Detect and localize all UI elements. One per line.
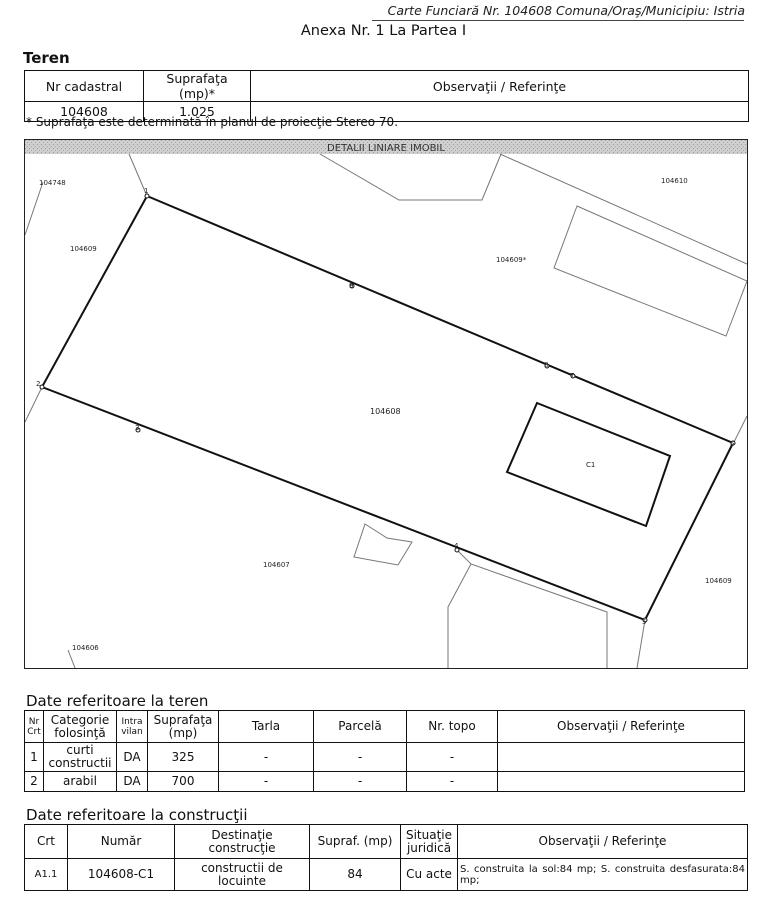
col-observatii: Observaţii / Referinţe [251,71,749,102]
construction-destinatie: constructii de locuinte [175,859,310,891]
land-row-1-intravilan: DA [117,743,148,772]
land-row-2-suprafata: 700 [148,772,219,792]
land-row-2-observatii [498,772,745,792]
col-nr-topo: Nr. topo [407,711,498,743]
land-row-1-parcela: - [314,743,407,772]
header-rule [372,20,744,21]
col-nr-crt: Nr Crt [25,711,44,743]
cell-nr-cadastral: 104608 [25,102,144,122]
col-suprafata-land: Suprafaţa (mp) [148,711,219,743]
vertex-3-label: 3 [135,424,140,432]
col-suprafata: Suprafaţa (mp)* [144,71,251,102]
vertex-5-label: 5 [642,618,647,626]
stereo70-note: * Suprafaţa este determinată în planul de proiecţie Stereo 70. [26,115,399,129]
boundary-104610 [500,154,747,264]
land-data-table [24,710,745,792]
col-supraf: Supraf. (mp) [310,825,401,859]
land-data-section-title: Date referitoare la teren [26,692,209,710]
boundary-104606 [68,650,75,668]
construction-supraf: 84 [310,859,401,891]
land-row-1 [25,743,745,772]
annex-title: Anexa Nr. 1 La Partea I [300,23,467,39]
vertex-2-label: 2 [36,380,41,388]
building-104609 [554,206,747,336]
plan-banner: DETALII LINIARE IMOBIL [327,143,445,154]
carte-funciara-header: Carte Funciară Nr. 104608 Comuna/Oraş/Municipiu: Istria [387,3,745,18]
building-top [320,154,501,200]
label-104610: 104610 [661,177,688,185]
vertex-9-label: 9 [349,282,354,290]
construction-header-row [25,825,748,859]
land-row-2-categorie: arabil [44,772,117,792]
label-c1: C1 [586,461,596,469]
vertex-7-label: 7 [570,372,575,380]
teren-header-row [25,71,749,102]
construction-data-table [24,824,748,891]
vertex-2-marker [40,385,44,389]
col-situatie: Situaţie juridică [401,825,458,859]
construction-crt: A1.1 [25,859,68,891]
construction-row-1 [25,859,748,891]
cell-suprafata: 1.025 [144,102,251,122]
land-row-2-nr: 2 [25,772,44,792]
label-104609-star: 104609* [496,256,527,264]
col-parcela: Parcelă [314,711,407,743]
land-row-1-observatii [498,743,745,772]
col-intravilan: Intra vilan [117,711,148,743]
vertex-8-label: 8 [544,361,549,369]
cadastral-plan [24,139,748,669]
land-row-2-tarla: - [219,772,314,792]
land-row-2-nr-topo: - [407,772,498,792]
land-row-1-categorie: curti constructii [44,743,117,772]
construction-situatie: Cu acte [401,859,458,891]
col-tarla: Tarla [219,711,314,743]
teren-section-title: Teren [23,49,70,67]
label-104748: 104748 [39,179,66,187]
col-destinatie: Destinaţie construcţie [175,825,310,859]
vertex-4-label: 4 [454,542,459,550]
boundary-104748 [25,182,43,235]
land-row-1-tarla: - [219,743,314,772]
col-nr-cadastral: Nr cadastral [25,71,144,102]
land-header-row [25,711,745,743]
construction-observatii: S. construita la sol:84 mp; S. construita desfasurata:84 mp; [458,859,748,891]
land-row-2-intravilan: DA [117,772,148,792]
col-numar: Număr [68,825,175,859]
shed-104607 [354,524,412,565]
col-categorie: Categorie folosinţă [44,711,117,743]
plan-map [25,140,747,668]
land-row-2-parcela: - [314,772,407,792]
col-observatii-constr: Observaţii / Referinţe [458,825,748,859]
label-104606: 104606 [72,644,99,652]
land-row-1-nr: 1 [25,743,44,772]
label-104609: 104609 [70,245,97,253]
label-104607: 104607 [263,561,290,569]
col-observatii-land: Observaţii / Referinţe [498,711,745,743]
parcel-labels [39,177,732,652]
label-104609-east: 104609 [705,577,732,585]
land-row-1-suprafata: 325 [148,743,219,772]
vertex-1-label: 1 [144,187,149,195]
construction-data-section-title: Date referitoare la construcţii [26,806,248,824]
boundary-south-east [637,620,645,668]
land-row-2 [25,772,745,792]
construction-numar: 104608-C1 [68,859,175,891]
building-104609-south [448,550,607,668]
boundary-left-bottom [25,387,42,422]
label-104608: 104608 [370,407,401,416]
col-crt: Crt [25,825,68,859]
land-row-1-nr-topo: - [407,743,498,772]
vertex-6-label: 6 [730,440,735,448]
